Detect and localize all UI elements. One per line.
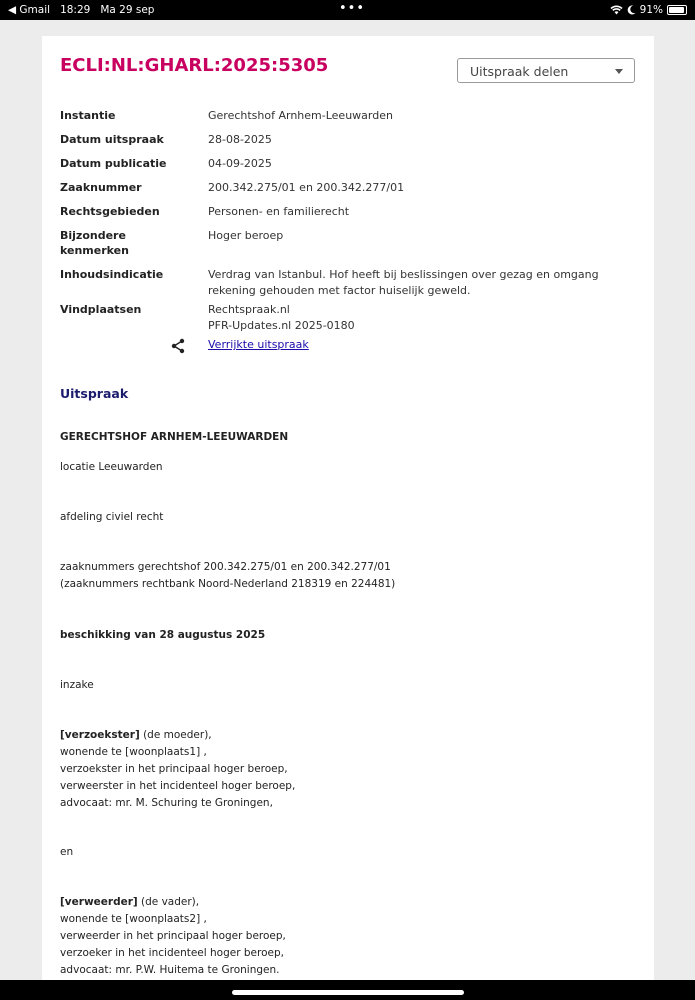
status-date: Ma 29 sep xyxy=(100,4,155,16)
case-numbers xyxy=(60,559,640,593)
share-dropdown[interactable] xyxy=(457,58,635,83)
party-2 xyxy=(60,894,640,979)
court-location: locatie Leeuwarden xyxy=(60,461,163,473)
meta-key: Inhoudsindicatie xyxy=(60,268,164,281)
ecli-title: ECLI:NL:GHARL:2025:5305 xyxy=(60,55,329,76)
case-numbers-court: zaaknummers gerechtshof 200.342.275/01 en 200.342.277/01 xyxy=(60,561,391,573)
home-indicator[interactable] xyxy=(232,990,464,995)
party-2-line: advocaat: mr. P.W. Huitema te Groningen. xyxy=(60,964,280,976)
party-2-name: [verweerder] xyxy=(60,896,138,908)
court-name: GERECHTSHOF ARNHEM-LEEUWARDEN xyxy=(60,431,289,443)
status-bar xyxy=(0,0,695,20)
meta-key: Datum uitspraak xyxy=(60,133,164,146)
meta-key: Zaaknummer xyxy=(60,181,142,194)
party-2-line: verweerder in het principaal hoger beroep, xyxy=(60,930,286,942)
meta-key: Rechtsgebieden xyxy=(60,205,160,218)
meta-value: Hoger beroep xyxy=(208,229,284,242)
moon-icon xyxy=(627,5,636,15)
back-to-app-button[interactable]: ◀ Gmail xyxy=(8,4,51,16)
share-dropdown-label: Uitspraak delen xyxy=(470,64,569,79)
status-time: 18:29 xyxy=(60,4,91,16)
party-2-role: (de vader), xyxy=(137,896,200,908)
en-text: en xyxy=(60,846,74,858)
meta-value: Rechtspraak.nl xyxy=(208,303,290,316)
meta-value: 28-08-2025 xyxy=(208,133,272,146)
multitasking-dots[interactable]: ••• xyxy=(339,1,366,16)
share-icon[interactable] xyxy=(170,338,186,354)
verrijkte-uitspraak-link[interactable]: Verrijkte uitspraak xyxy=(208,338,309,351)
battery-percentage: 91% xyxy=(639,4,663,16)
party-1-line: verweerster in het incidenteel hoger beroep, xyxy=(60,780,296,792)
case-numbers-rechtbank: (zaaknummers rechtbank Noord-Nederland 218319 en 224481) xyxy=(60,578,396,590)
wifi-icon xyxy=(610,5,623,15)
party-2-line: wonende te [woonplaats2] , xyxy=(60,913,207,925)
party-2-line: verzoeker in het incidenteel hoger beroep, xyxy=(60,947,284,959)
party-1 xyxy=(60,727,640,812)
meta-key: Vindplaatsen xyxy=(60,303,142,316)
party-1-name: [verzoekster] xyxy=(60,729,140,741)
court-department: afdeling civiel recht xyxy=(60,511,164,523)
meta-value: 04-09-2025 xyxy=(208,157,272,170)
meta-key: Instantie xyxy=(60,109,116,122)
party-1-line: advocaat: mr. M. Schuring te Groningen, xyxy=(60,797,273,809)
decision-date: beschikking van 28 augustus 2025 xyxy=(60,629,266,641)
battery-icon xyxy=(667,5,687,15)
meta-value: PFR-Updates.nl 2025-0180 xyxy=(208,319,355,332)
party-1-line: verzoekster in het principaal hoger beroep, xyxy=(60,763,288,775)
meta-value: 200.342.275/01 en 200.342.277/01 xyxy=(208,181,405,194)
meta-value: Personen- en familierecht xyxy=(208,205,350,218)
chevron-down-icon xyxy=(615,69,623,74)
meta-value: Gerechtshof Arnhem-Leeuwarden xyxy=(208,109,393,122)
uitspraak-heading: Uitspraak xyxy=(60,386,129,401)
party-1-role: (de moeder), xyxy=(139,729,212,741)
meta-key: Datum publicatie xyxy=(60,157,167,170)
meta-key: Bijzondere kenmerken xyxy=(60,229,129,257)
party-1-line: wonende te [woonplaats1] , xyxy=(60,746,207,758)
document-card xyxy=(42,36,654,996)
meta-value-list xyxy=(208,302,628,353)
meta-value: Verdrag van Istanbul. Hof heeft bij beslissingen over gezag en omgang rekening gehouden met factor huiselijk geweld. xyxy=(208,268,599,297)
inzake-text: inzake xyxy=(60,679,94,691)
